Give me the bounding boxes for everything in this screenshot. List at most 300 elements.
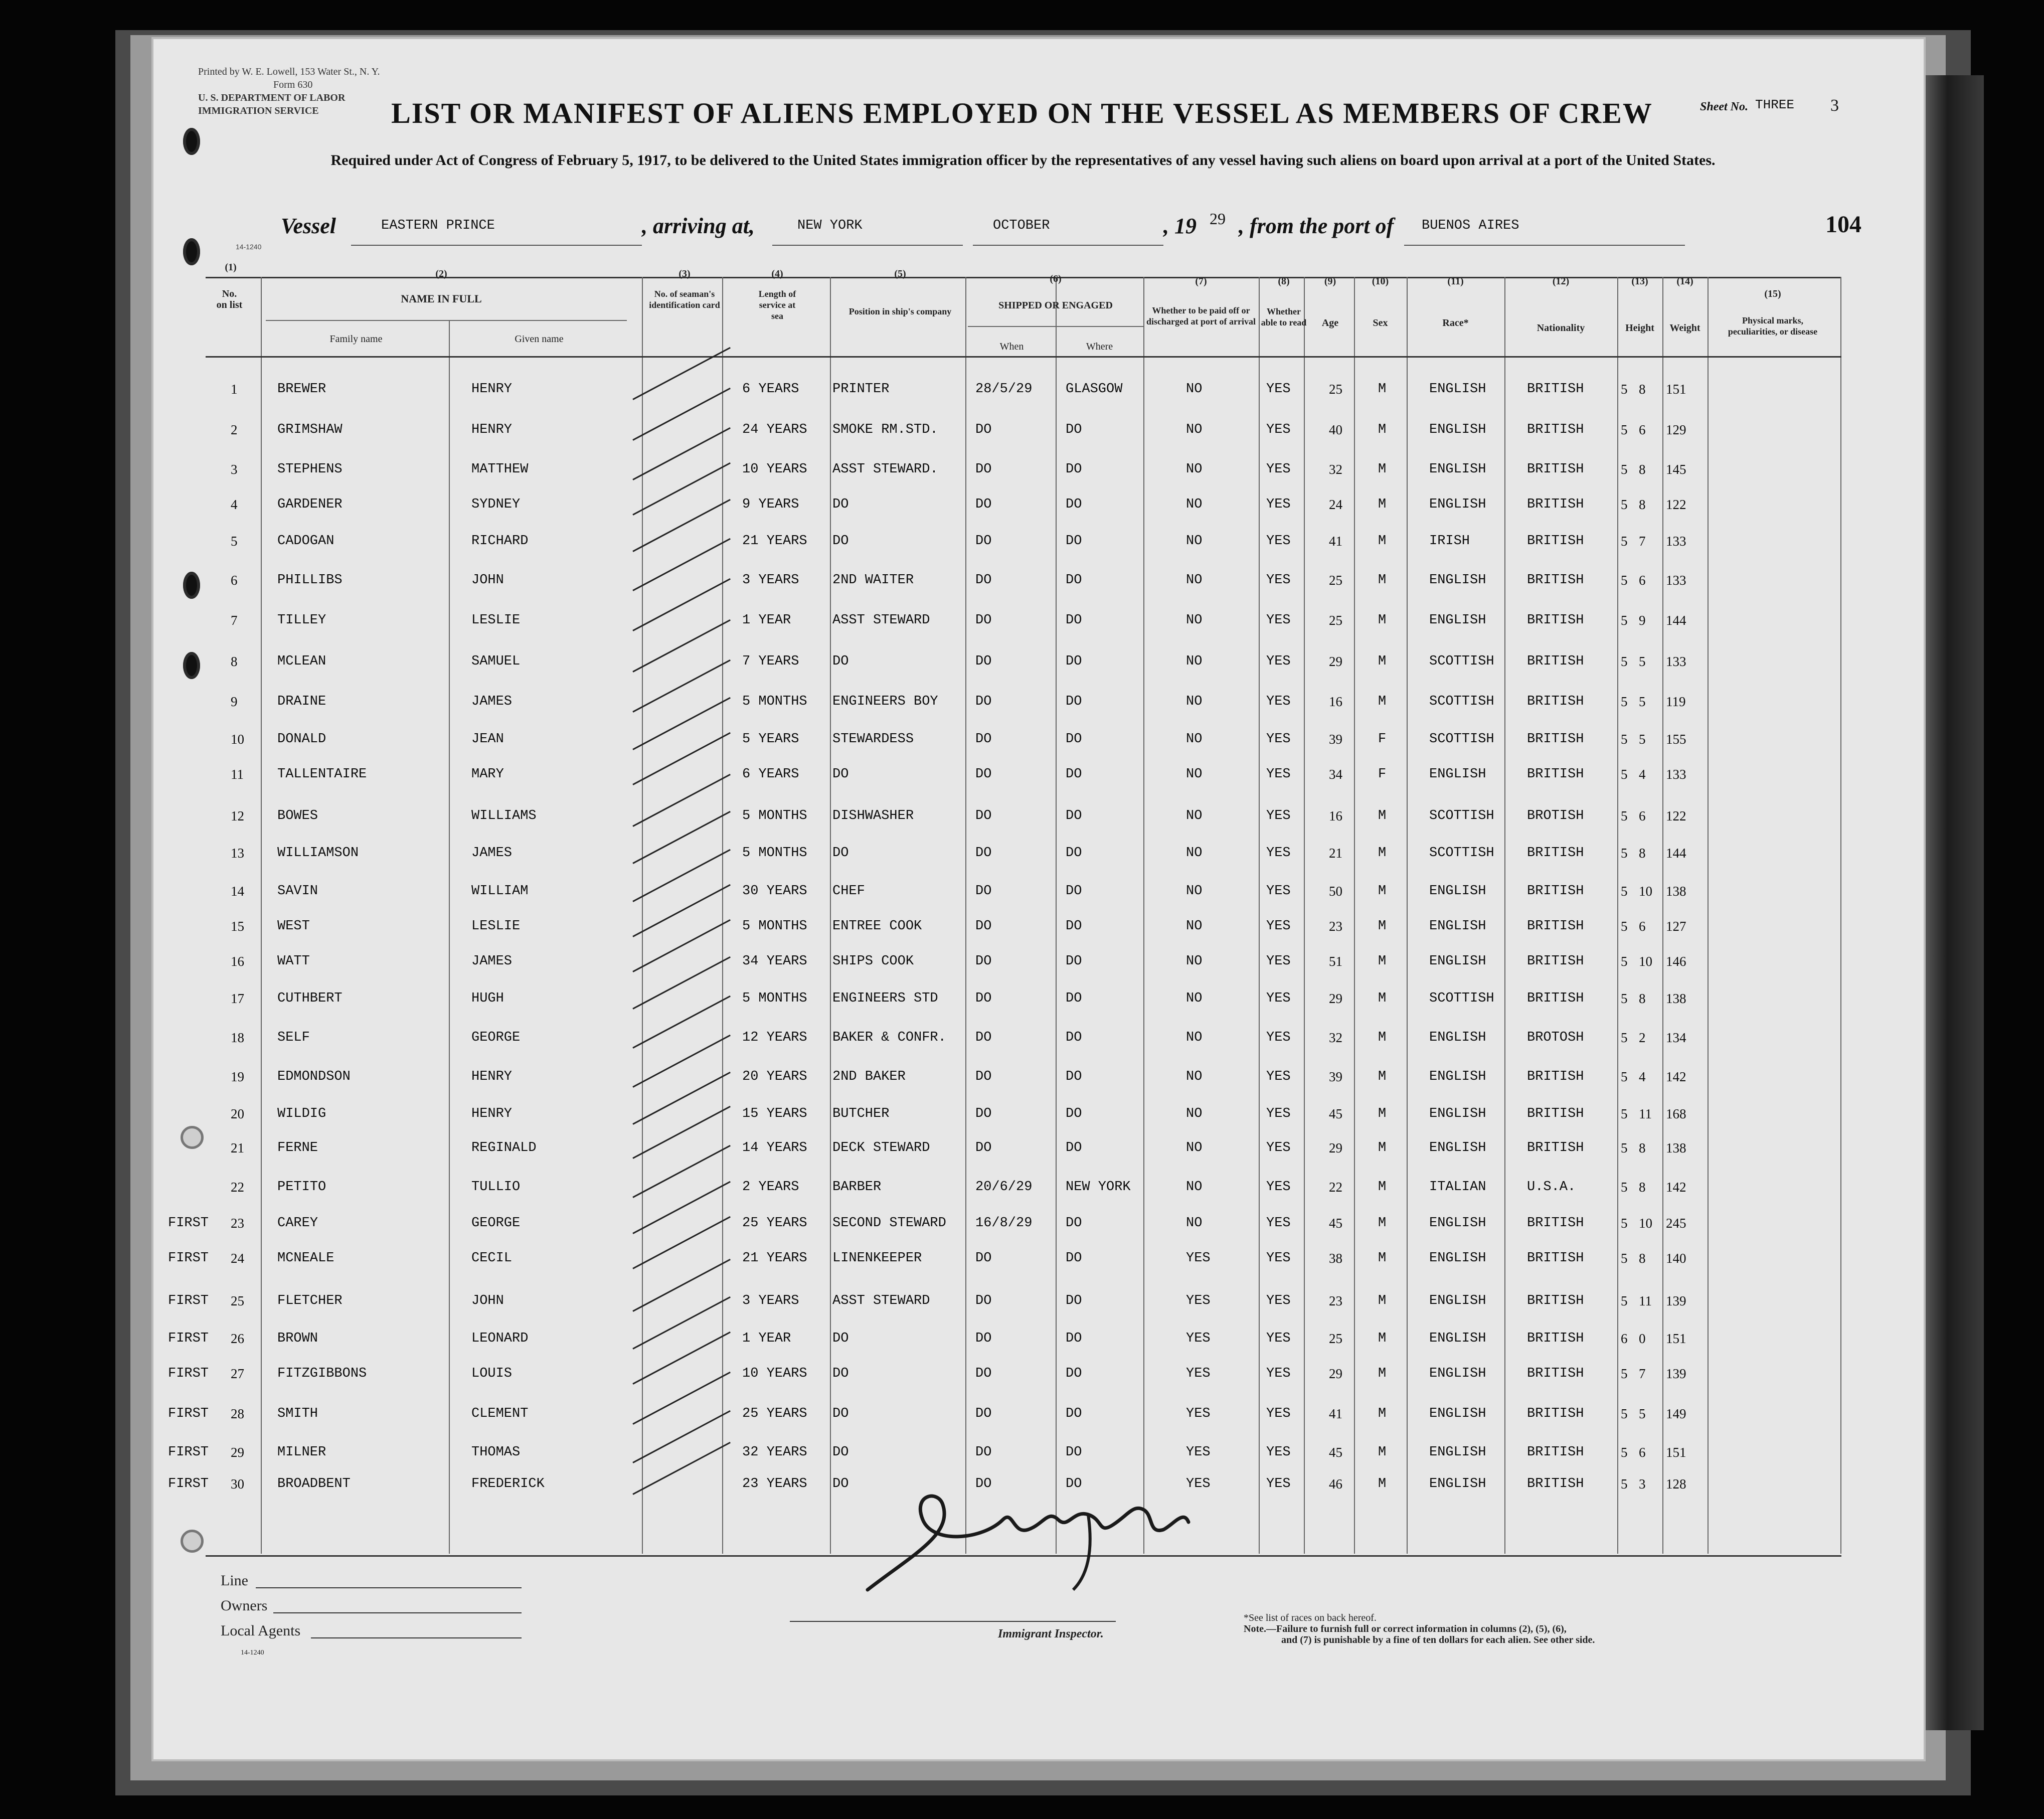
row-number: 18 [231,1030,244,1045]
shipped-when: DO [975,1445,992,1460]
able-to-read: YES [1266,382,1291,397]
position: DO [832,1366,849,1381]
position: LINENKEEPER [832,1251,922,1266]
able-to-read: YES [1266,497,1291,512]
column-rule [1708,277,1709,1554]
sex: M [1378,1251,1387,1266]
shipped-where: DO [1066,694,1082,709]
weight: 168 [1666,1106,1686,1121]
length-of-service: 6 YEARS [742,767,799,782]
height-feet: 6 [1621,1331,1628,1346]
row-number: 2 [231,422,238,437]
col10-label: Sex [1373,317,1388,328]
column-rule [965,277,966,1554]
race: ENGLISH [1429,382,1486,397]
weight: 142 [1666,1069,1686,1084]
race: ENGLISH [1429,1293,1486,1308]
sheet-no-label: Sheet No. [1700,100,1748,113]
shipped-where: DO [1066,654,1082,669]
height-inches: 6 [1639,422,1646,437]
family-name: EDMONDSON [277,1069,351,1084]
weight: 122 [1666,497,1686,512]
sex: M [1378,1069,1387,1084]
col7-num: (7) [1195,276,1207,287]
family-name: WEST [277,919,310,934]
height-inches: 4 [1639,767,1646,782]
sex: M [1378,1030,1387,1045]
agents-underline [311,1637,522,1638]
race: ENGLISH [1429,1106,1486,1121]
able-to-read: YES [1266,1331,1291,1346]
row-number: 20 [231,1106,244,1121]
sex: M [1378,613,1387,628]
row-number: 5 [231,534,238,549]
nationality: BROTOSH [1527,1030,1584,1045]
family-name: PHILLIBS [277,573,343,588]
row-number: 30 [231,1476,244,1492]
length-of-service: 10 YEARS [742,1366,807,1381]
family-name: SMITH [277,1406,318,1421]
race: SCOTTISH [1429,654,1494,669]
height-feet: 5 [1621,382,1628,397]
age: 16 [1329,694,1342,709]
shipped-where: DO [1066,1106,1082,1121]
paid-off: YES [1186,1406,1211,1421]
given-name: JAMES [471,694,513,709]
col13-label: Height [1625,322,1654,334]
able-to-read: YES [1266,613,1291,628]
inspector-underline [790,1621,1116,1622]
age: 23 [1329,919,1342,934]
shipped-where: DO [1066,534,1082,549]
family-name: CAREY [277,1216,318,1231]
paid-off: NO [1186,462,1203,477]
col5-num: (5) [894,268,906,279]
position: DO [832,767,849,782]
sex: M [1378,1216,1387,1231]
sex: M [1378,1140,1387,1155]
height-feet: 5 [1621,846,1628,861]
age: 50 [1329,884,1342,899]
nationality: BRITISH [1527,1140,1584,1155]
paid-off: YES [1186,1445,1211,1460]
col2-given: Given name [515,334,564,345]
service-name: IMMIGRATION SERVICE [198,105,319,116]
column-rule [1259,277,1260,1554]
sex: M [1378,808,1387,823]
shipped-where: DO [1066,808,1082,823]
row-number: 17 [231,991,244,1006]
local-agents-label: Local Agents [221,1622,301,1639]
height-inches: 11 [1639,1293,1652,1308]
able-to-read: YES [1266,462,1291,477]
nationality: BRITISH [1527,1293,1584,1308]
sex: M [1378,573,1387,588]
position: DO [832,654,849,669]
height-inches: 8 [1639,1140,1646,1155]
shipped-where: DO [1066,1293,1082,1308]
shipped-when: DO [975,613,992,628]
nationality: BRITISH [1527,1106,1584,1121]
height-feet: 5 [1621,1216,1628,1231]
shipped-when: DO [975,1251,992,1266]
length-of-service: 5 MONTHS [742,694,807,709]
shipped-where: GLASGOW [1066,382,1123,397]
sex: M [1378,1366,1387,1381]
shipped-where: DO [1066,1216,1082,1231]
year-prefix: , 19 [1163,214,1197,238]
height-feet: 5 [1621,1293,1628,1308]
family-name: SELF [277,1030,310,1045]
length-of-service: 5 MONTHS [742,991,807,1006]
nationality: BRITISH [1527,382,1584,397]
height-inches: 9 [1639,613,1646,628]
given-name: LOUIS [471,1366,513,1381]
weight: 129 [1666,422,1686,437]
length-of-service: 10 YEARS [742,462,807,477]
header-bottom-rule [206,356,1841,358]
height-feet: 5 [1621,767,1628,782]
family-name: BROWN [277,1331,318,1346]
height-feet: 5 [1621,1445,1628,1460]
row-number: 21 [231,1140,244,1155]
crew-table [206,277,1841,1557]
length-of-service: 5 MONTHS [742,919,807,934]
family-name: PETITO [277,1180,326,1195]
col6-num: (6) [1050,273,1062,284]
age: 29 [1329,991,1342,1006]
race: ENGLISH [1429,954,1486,969]
length-of-service: 2 YEARS [742,1180,799,1195]
row-number: 23 [231,1216,244,1231]
height-inches: 8 [1639,1180,1646,1195]
shipped-when: DO [975,573,992,588]
able-to-read: YES [1266,654,1291,669]
nationality: BRITISH [1527,613,1584,628]
position: CHEF [832,884,865,899]
shipped-when: 16/8/29 [975,1216,1033,1231]
sex: M [1378,694,1387,709]
given-name: MATTHEW [471,462,529,477]
height-feet: 5 [1621,954,1628,969]
position: DO [832,846,849,861]
family-name: DRAINE [277,694,326,709]
shipped-where: DO [1066,1406,1082,1421]
page-edge-shadow [1924,75,1984,1730]
line-underline [256,1587,522,1588]
row-prefix: FIRST [168,1293,209,1308]
paid-off: NO [1186,422,1203,437]
shipped-where: DO [1066,1366,1082,1381]
race: ENGLISH [1429,1366,1486,1381]
given-name: MARY [471,767,504,782]
able-to-read: YES [1266,422,1291,437]
length-of-service: 25 YEARS [742,1406,807,1421]
weight: 138 [1666,884,1686,899]
race: ENGLISH [1429,462,1486,477]
arriving-label: , arriving at, [642,214,755,238]
height-inches: 10 [1639,1216,1652,1231]
nationality: BRITISH [1527,1476,1584,1492]
paid-off: YES [1186,1366,1211,1381]
age: 25 [1329,1331,1342,1346]
age: 46 [1329,1476,1342,1492]
nationality: BRITISH [1527,1069,1584,1084]
weight: 144 [1666,846,1686,861]
race: ENGLISH [1429,1406,1486,1421]
race: ENGLISH [1429,1030,1486,1045]
weight: 133 [1666,654,1686,669]
weight: 139 [1666,1293,1686,1308]
sex: M [1378,1445,1387,1460]
race: ENGLISH [1429,1069,1486,1084]
given-name: HENRY [471,1069,513,1084]
age: 45 [1329,1216,1342,1231]
position: SMOKE RM.STD. [832,422,938,437]
owners-underline [273,1612,522,1613]
shipped-when: DO [975,1106,992,1121]
weight: 138 [1666,991,1686,1006]
race: SCOTTISH [1429,732,1494,747]
arriving-value: NEW YORK [797,218,863,233]
row-prefix: FIRST [168,1406,209,1421]
shipped-when: DO [975,808,992,823]
able-to-read: YES [1266,573,1291,588]
race: ENGLISH [1429,573,1486,588]
column-rule [1407,277,1408,1554]
given-name: HENRY [471,422,513,437]
height-inches: 11 [1639,1106,1652,1121]
able-to-read: YES [1266,694,1291,709]
col15-num: (15) [1764,288,1781,299]
paid-off: NO [1186,613,1203,628]
shipped-when: DO [975,1069,992,1084]
weight: 134 [1666,1030,1686,1045]
shipped-when: DO [975,1293,992,1308]
family-name: BREWER [277,382,326,397]
nationality: BRITISH [1527,694,1584,709]
arriving-underline [772,245,963,246]
shipped-when: DO [975,767,992,782]
month-value: OCTOBER [993,218,1050,233]
weight: 142 [1666,1180,1686,1195]
race: SCOTTISH [1429,694,1494,709]
height-inches: 10 [1639,954,1652,969]
nationality: BRITISH [1527,654,1584,669]
weight: 149 [1666,1406,1686,1421]
weight: 144 [1666,613,1686,628]
vessel-value: EASTERN PRINCE [381,218,495,233]
race: ENGLISH [1429,884,1486,899]
age: 45 [1329,1106,1342,1121]
given-name: GEORGE [471,1030,521,1045]
height-inches: 5 [1639,654,1646,669]
shipped-where: DO [1066,846,1082,861]
sex: M [1378,534,1387,549]
race: ENGLISH [1429,422,1486,437]
height-feet: 5 [1621,1140,1628,1155]
paid-off: NO [1186,497,1203,512]
able-to-read: YES [1266,919,1291,934]
height-inches: 6 [1639,1445,1646,1460]
position: STEWARDESS [832,732,914,747]
inspector-signature [853,1474,1204,1605]
shipped-where: DO [1066,767,1082,782]
department-name: U. S. DEPARTMENT OF LABOR [198,92,346,103]
shipped-where: DO [1066,991,1082,1006]
shipped-where: DO [1066,573,1082,588]
position: DISHWASHER [832,808,914,823]
family-name: MCLEAN [277,654,326,669]
col2-num: (2) [435,268,447,279]
height-feet: 5 [1621,654,1628,669]
position: ASST STEWARD. [832,462,938,477]
given-name: LEONARD [471,1331,529,1346]
shipped-when: DO [975,1406,992,1421]
shipped-where: DO [1066,462,1082,477]
weight: 140 [1666,1251,1686,1266]
position: 2ND BAKER [832,1069,906,1084]
month-underline [973,245,1163,246]
height-inches: 0 [1639,1331,1646,1346]
able-to-read: YES [1266,767,1291,782]
paid-off: NO [1186,382,1203,397]
family-name: FITZGIBBONS [277,1366,367,1381]
footer-form-code: 14-1240 [241,1649,264,1657]
row-number: 27 [231,1366,244,1381]
shipped-when: DO [975,846,992,861]
grommet-ring [181,1530,204,1553]
age: 40 [1329,422,1342,437]
column-rule [1662,277,1663,1554]
position: BAKER & CONFR. [832,1030,946,1045]
column-rule [1056,277,1057,1554]
able-to-read: YES [1266,1366,1291,1381]
paid-off: NO [1186,1030,1203,1045]
height-inches: 4 [1639,1069,1646,1084]
row-number: 9 [231,694,238,709]
family-name: WATT [277,954,310,969]
position: DO [832,497,849,512]
position: DO [832,1476,849,1492]
row-number: 6 [231,573,238,588]
race: SCOTTISH [1429,808,1494,823]
sex: F [1378,732,1387,747]
length-of-service: 21 YEARS [742,534,807,549]
row-number: 7 [231,613,238,628]
row-number: 12 [231,808,244,823]
punch-hole [183,572,200,599]
given-name: LESLIE [471,613,521,628]
sex: M [1378,846,1387,861]
height-feet: 5 [1621,884,1628,899]
race: ENGLISH [1429,1140,1486,1155]
owners-label: Owners [221,1597,268,1614]
shipped-when: DO [975,919,992,934]
weight: 245 [1666,1216,1686,1231]
given-name: JAMES [471,846,513,861]
family-name: MCNEALE [277,1251,334,1266]
race: SCOTTISH [1429,846,1494,861]
family-name: TILLEY [277,613,326,628]
col6-label: SHIPPED OR ENGAGED [998,300,1113,311]
col14-num: (14) [1676,276,1693,287]
row-number: 13 [231,846,244,861]
sex: M [1378,422,1387,437]
race: ENGLISH [1429,1331,1486,1346]
length-of-service: 34 YEARS [742,954,807,969]
shipped-where: DO [1066,954,1082,969]
age: 24 [1329,497,1342,512]
position: BARBER [832,1180,882,1195]
punch-hole [183,128,200,155]
age: 38 [1329,1251,1342,1266]
inspector-label: Immigrant Inspector. [998,1627,1104,1640]
age: 39 [1329,1069,1342,1084]
able-to-read: YES [1266,884,1291,899]
row-number: 19 [231,1069,244,1084]
sex: M [1378,382,1387,397]
length-of-service: 14 YEARS [742,1140,807,1155]
family-name: SAVIN [277,884,318,899]
position: DO [832,1445,849,1460]
position: DECK STEWARD [832,1140,930,1155]
race: ITALIAN [1429,1180,1486,1195]
given-name: THOMAS [471,1445,521,1460]
position: DO [832,534,849,549]
paid-off: NO [1186,919,1203,934]
age: 29 [1329,1366,1342,1381]
given-name: JEAN [471,732,504,747]
col4-num: (4) [771,268,783,279]
race: ENGLISH [1429,1216,1486,1231]
race: IRISH [1429,534,1470,549]
shipped-when: DO [975,884,992,899]
length-of-service: 1 YEAR [742,1331,791,1346]
able-to-read: YES [1266,1445,1291,1460]
paid-off: NO [1186,654,1203,669]
able-to-read: YES [1266,1180,1291,1195]
printer-line: Printed by W. E. Lowell, 153 Water St., N. Y. [198,66,380,77]
age: 29 [1329,1140,1342,1155]
column-rule [1143,277,1144,1554]
able-to-read: YES [1266,1106,1291,1121]
row-number: 4 [231,497,238,512]
nationality: BRITISH [1527,1251,1584,1266]
col13-num: (13) [1631,276,1648,287]
age: 32 [1329,462,1342,477]
nationality: BRITISH [1527,497,1584,512]
page-subtitle: Required under Act of Congress of February 5, 1917, to be delivered to the United States immigration officer by the representatives of any vessel having such aliens on board upon arrival at a port of the United States. [330,152,1716,169]
family-name: WILDIG [277,1106,326,1121]
shipped-where: DO [1066,1251,1082,1266]
paid-off: NO [1186,732,1203,747]
height-feet: 5 [1621,808,1628,823]
col11-num: (11) [1447,276,1464,287]
col7-label: Whether to be paid off or discharged at port of arrival [1146,305,1256,326]
nationality: BRITISH [1527,1366,1584,1381]
nationality: BRITISH [1527,884,1584,899]
sex: M [1378,654,1387,669]
grommet-ring [181,1126,204,1149]
given-name: CECIL [471,1251,513,1266]
age: 39 [1329,732,1342,747]
nationality: BRITISH [1527,1216,1584,1231]
col10-num: (10) [1372,276,1389,287]
shipped-where: DO [1066,1476,1082,1492]
race: ENGLISH [1429,1251,1486,1266]
height-feet: 5 [1621,732,1628,747]
